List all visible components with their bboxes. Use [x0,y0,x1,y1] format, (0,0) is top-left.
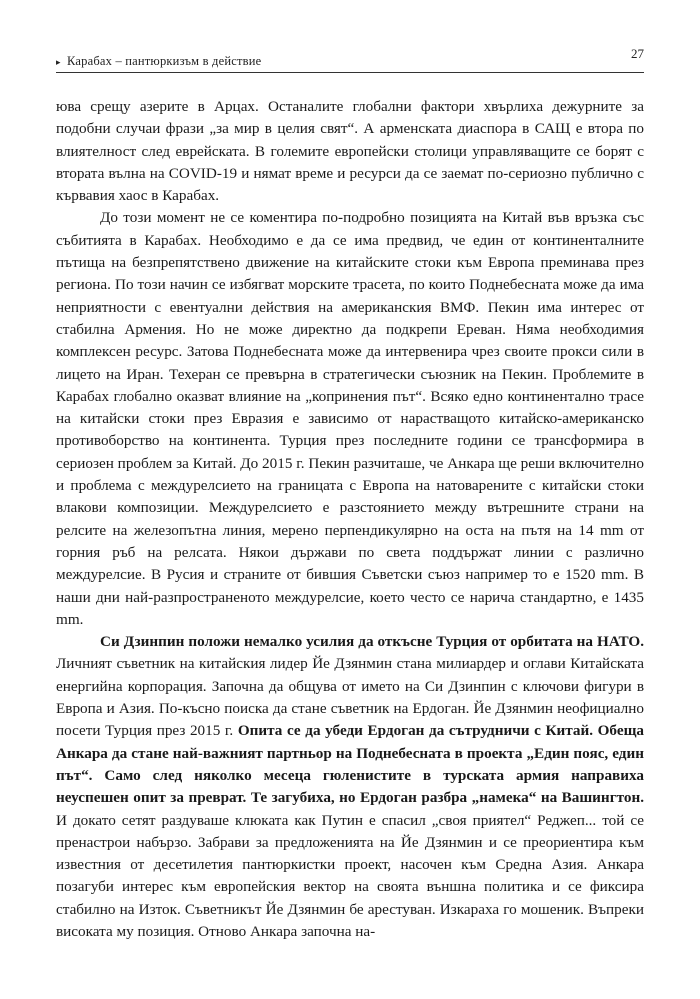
text-segment: До този момент не се коментира по-подробно позицията на Китай във връзка със събитията в Карабах. Необходимо е да се има предвид, че един от континенталните пътища на безпрепятствено движение на китайските стоки към Европа преминава през региона. По този начин се избягват морските трасета, по които Поднебесната може да има неприятности с евентуални действия на американския ВМФ. Пекин има интерес от стабилна Армения. Но не може директно да подкрепи Ереван. Няма необходимия комплексен ресурс. Затова Поднебесната може да интервенира чрез своите прокси сили в лицето на Иран. Техеран се превърна в стратегически съюзник на Пекин. Проблемите в Карабах глобално оказват влияние на „копринения път“. Всяко едно континентално трасе на китайски стоки през Евразия е зависимо от нарастващото китайско-американско противоборство на континента. Турция през последните години се трансформира в сериозен проблем за Китай. До 2015 г. Пекин разчиташе, че Анкара ще реши включително и проблема с междурелсието на границата с Европа на натоварените с китайски стоки влакови композиции. Междурелсието е разстоянието между вътрешните страни на релсите на железопътна линия, мерено перпендикулярно на оста на пътя на 14 mm от горния ръб на релсата. Някои държави по света поддържат линии с различно междурелсие. В Русия и страните от бившия Съветски съюз например то е 1520 mm. В наши дни най-разпространеното междурелсие, което често се нарича стандартно, е 1435 mm. [56,209,644,628]
paragraph [56,631,644,943]
page-number: 27 [631,46,644,61]
header-marker-icon: ▸ [56,57,61,67]
text-segment: Личният съветник на китайския лидер Йе Дзянмин стана милиардер и оглави Китайската енергийна корпорация. Започна да общува от името на Си Дзинпин с ключови фигури в Европа и Азия. По-късно поиска да стане съветник на Ердоган. Йе Дзянмин неофициално посети Турция през 2015 г. [56,655,644,740]
text-segment: И докато сетят раздуваше клюката как Путин е спасил „своя приятел“ Реджеп... той се пренастрои набързо. Забрави за предложенията на Йе Дзянмин и се преориентира към известния от десетилетия пантюркистки проект, насочен към Средна Азия. Анкара позагуби интерес към европейския вектор на своята външна политика и се фиксира стабилно на Изток. Съветникът Йе Дзянмин бе арестуван. Изкараха го мошеник. Въпреки високата му позиция. Отново Анкара започна на- [56,811,644,940]
body-text [56,96,644,943]
bold-text-segment: Си Дзинпин положи немалко усилия да откъсне Турция от орбитата на НАТО. [100,633,644,651]
running-title: Карабах – пантюркизъм в действие [67,54,262,68]
paragraph [56,96,644,207]
bold-text-segment: Опита се да убеди Ердоган да сътрудничи с Китай. Обеща Анкара да стане най-важният партньор на Поднебесната в проекта „Един пояс, един път“. Само след няколко месеца гюленистите в турската армия направиха неуспешен опит за преврат. Те загубиха, но Ердоган разбра „намека“ на Вашингтон. [56,722,644,807]
text-segment: юва срещу азерите в Арцах. Останалите глобални фактори хвърлиха дежурните за подобни случаи фрази „за мир в целия свят“. А арменската диаспора в САЩ е втора по влиятелност след еврейската. В големите европейски столици управляващите се борят с втората вълна на COVID-19 и нямат време и ресурси да се заемат по-сериозно публично с кървавия хаос в Карабах. [56,98,644,205]
paragraph [56,207,644,631]
running-header [56,54,261,69]
header-divider [56,72,644,73]
